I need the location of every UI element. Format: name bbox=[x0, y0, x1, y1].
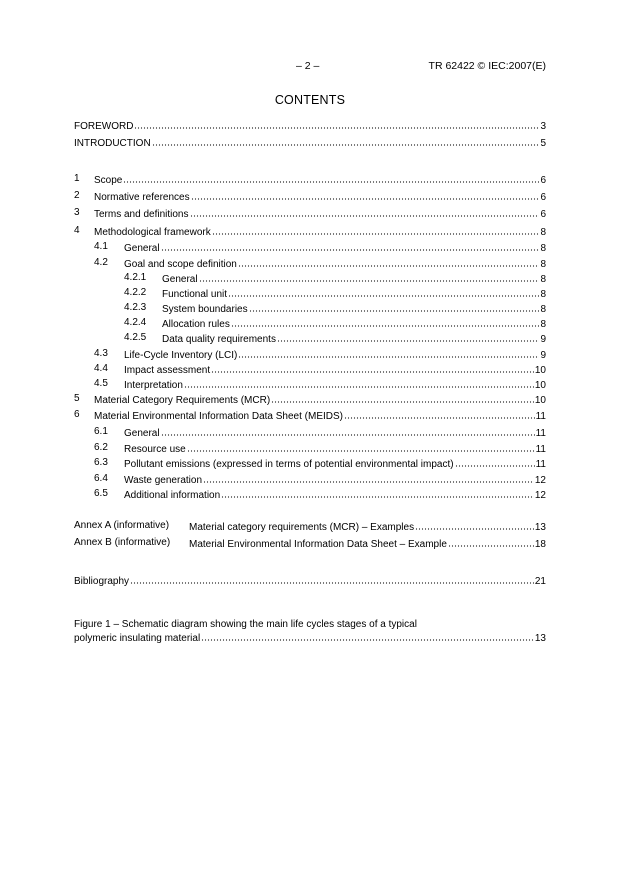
leader-dots bbox=[249, 301, 540, 312]
toc-entry-title: Terms and definitions bbox=[94, 209, 189, 220]
leader-dots bbox=[201, 630, 534, 641]
toc-entry-s3[interactable] bbox=[74, 206, 546, 220]
toc-entry-title: Material Category Requirements (MCR) bbox=[94, 395, 271, 406]
toc-entry-title: Goal and scope definition bbox=[124, 259, 237, 270]
toc-entry-page: 9 bbox=[540, 334, 546, 345]
toc-entry-title: Bibliography bbox=[74, 576, 130, 587]
leader-dots bbox=[448, 536, 534, 547]
toc-entry-page: 11 bbox=[535, 428, 546, 439]
leader-dots bbox=[130, 573, 534, 584]
leader-dots bbox=[211, 362, 534, 373]
toc-entry-number: 4.5 bbox=[94, 378, 108, 389]
toc-entry-title: Scope bbox=[94, 175, 123, 186]
leader-dots bbox=[123, 172, 539, 183]
toc-entry-s4-2-3[interactable] bbox=[74, 301, 546, 315]
toc-entry-introduction[interactable] bbox=[74, 135, 546, 149]
toc-entry-bibliography[interactable] bbox=[74, 573, 546, 587]
toc-entry-annex-b[interactable] bbox=[74, 536, 546, 550]
toc-entry-title: System boundaries bbox=[162, 304, 248, 315]
toc-entry-page: 6 bbox=[540, 175, 546, 186]
leader-dots bbox=[134, 118, 539, 129]
toc-entry-number: 1 bbox=[74, 173, 80, 184]
toc-entry-number: 4.2.5 bbox=[124, 332, 147, 343]
toc-entry-number: 6.3 bbox=[94, 457, 108, 468]
toc-entry-s6-1[interactable] bbox=[74, 425, 546, 439]
leader-dots bbox=[161, 240, 540, 251]
toc-entry-page: 8 bbox=[540, 227, 546, 238]
toc-entry-number: 5 bbox=[74, 393, 80, 404]
toc-entry-s6[interactable] bbox=[74, 408, 546, 422]
leader-dots bbox=[277, 331, 539, 342]
leader-dots bbox=[231, 316, 540, 327]
leader-dots bbox=[221, 487, 534, 498]
toc-entry-number: 6.4 bbox=[94, 473, 108, 484]
toc-entry-title: Pollutant emissions (expressed in terms of potential environmental impact) bbox=[124, 459, 454, 470]
toc-entry-title: Life-Cycle Inventory (LCI) bbox=[124, 350, 238, 361]
toc-entry-number: 6.5 bbox=[94, 488, 108, 499]
toc-entry-page: 11 bbox=[535, 444, 546, 455]
toc-entry-s6-4[interactable] bbox=[74, 472, 546, 486]
toc-entry-s4-2-4[interactable] bbox=[74, 316, 546, 330]
toc-entry-page: 3 bbox=[540, 121, 546, 132]
toc-entry-number: 4.3 bbox=[94, 348, 108, 359]
toc-entry-page: 21 bbox=[534, 576, 546, 587]
page-title: CONTENTS bbox=[274, 93, 346, 107]
leader-dots bbox=[190, 206, 540, 217]
toc-entry-title: Impact assessment bbox=[124, 365, 211, 376]
toc-entry-number: 6.1 bbox=[94, 426, 108, 437]
toc-entry-number: 4.2.3 bbox=[124, 302, 147, 313]
toc-entry-title: Material Environmental Information Data Sheet (MEIDS) bbox=[94, 411, 343, 422]
toc-entry-page: 12 bbox=[534, 475, 546, 486]
toc-entry-title: Methodological framework bbox=[94, 227, 211, 238]
figure-entry-line1[interactable]: Figure 1 – Schematic diagram showing the main life cycles stages of a typical bbox=[74, 619, 417, 630]
toc-entry-title: INTRODUCTION bbox=[74, 138, 151, 149]
toc-entry-page: 11 bbox=[535, 459, 546, 470]
toc-entry-number: 4.2.2 bbox=[124, 287, 147, 298]
toc-entry-page: 12 bbox=[534, 490, 546, 501]
toc-entry-number: 4.1 bbox=[94, 241, 108, 252]
toc-entry-page: 5 bbox=[540, 138, 546, 149]
leader-dots bbox=[152, 135, 540, 146]
document-reference: TR 62422 © IEC:2007(E) bbox=[428, 60, 546, 72]
leader-dots bbox=[212, 224, 540, 235]
figure-entry-line2[interactable] bbox=[74, 630, 546, 644]
toc-entry-title: Functional unit bbox=[162, 289, 228, 300]
toc-entry-number: 2 bbox=[74, 190, 80, 201]
toc-entry-title: General bbox=[124, 428, 160, 439]
leader-dots bbox=[199, 271, 540, 282]
toc-entry-page: 8 bbox=[540, 274, 546, 285]
toc-entry-page: 8 bbox=[540, 289, 546, 300]
toc-entry-title: Additional information bbox=[124, 490, 221, 501]
leader-dots bbox=[271, 392, 534, 403]
toc-entry-s4-4[interactable] bbox=[74, 362, 546, 376]
leader-dots bbox=[228, 286, 539, 297]
toc-entry-page: 8 bbox=[540, 259, 546, 270]
page-number: – 2 – bbox=[296, 60, 320, 72]
toc-entry-title: Resource use bbox=[124, 444, 186, 455]
leader-dots bbox=[238, 347, 539, 358]
toc-entry-page: 10 bbox=[534, 380, 546, 391]
toc-entry-s4-5[interactable] bbox=[74, 377, 546, 391]
toc-entry-number: 4 bbox=[74, 225, 80, 236]
toc-entry-s4-1[interactable] bbox=[74, 240, 546, 254]
toc-entry-number: 6.2 bbox=[94, 442, 108, 453]
leader-dots bbox=[184, 377, 534, 388]
toc-entry-s4-2-5[interactable] bbox=[74, 331, 546, 345]
toc-entry-s6-3[interactable] bbox=[74, 456, 546, 470]
toc-entry-s4-2[interactable] bbox=[74, 256, 546, 270]
leader-dots bbox=[238, 256, 540, 267]
toc-entry-page: 6 bbox=[540, 209, 546, 220]
toc-entry-s4-2-1[interactable] bbox=[74, 271, 546, 285]
leader-dots bbox=[161, 425, 535, 436]
toc-entry-number: 4.2.1 bbox=[124, 272, 147, 283]
toc-entry-s4-3[interactable] bbox=[74, 347, 546, 361]
toc-entry-number: 4.4 bbox=[94, 363, 108, 374]
toc-entry-page: 8 bbox=[540, 304, 546, 315]
toc-entry-number: 3 bbox=[74, 207, 80, 218]
toc-entry-page: 8 bbox=[540, 243, 546, 254]
toc-entry-title: General bbox=[124, 243, 160, 254]
toc-entry-number: Annex B (informative) bbox=[74, 537, 171, 548]
toc-entry-page: 18 bbox=[534, 539, 546, 550]
figure-entry-text: polymeric insulating material bbox=[74, 633, 201, 644]
toc-entry-number: 4.2 bbox=[94, 257, 108, 268]
toc-entry-number: 4.2.4 bbox=[124, 317, 147, 328]
toc-entry-title: Normative references bbox=[94, 192, 190, 203]
toc-entry-s6-2[interactable] bbox=[74, 441, 546, 455]
toc-entry-number: 6 bbox=[74, 409, 80, 420]
toc-entry-page: 10 bbox=[534, 395, 546, 406]
leader-dots bbox=[203, 472, 534, 483]
toc-entry-page: 8 bbox=[540, 319, 546, 330]
toc-entry-title: Interpretation bbox=[124, 380, 183, 391]
toc-entry-title: Material Environmental Information Data Sheet – Example bbox=[189, 539, 447, 550]
toc-entry-page: 6 bbox=[540, 192, 546, 203]
leader-dots bbox=[187, 441, 535, 452]
toc-entry-s1[interactable] bbox=[74, 172, 546, 186]
leader-dots bbox=[191, 189, 540, 200]
toc-entry-page: 9 bbox=[540, 350, 546, 361]
leader-dots bbox=[415, 519, 534, 530]
toc-entry-s6-5[interactable] bbox=[74, 487, 546, 501]
toc-entry-title: Allocation rules bbox=[162, 319, 230, 330]
toc-entry-title: FOREWORD bbox=[74, 121, 134, 132]
toc-entry-page: 13 bbox=[534, 522, 546, 533]
toc-entry-title: Waste generation bbox=[124, 475, 203, 486]
toc-entry-title: Material category requirements (MCR) – Examples bbox=[189, 522, 415, 533]
toc-entry-number: Annex A (informative) bbox=[74, 520, 170, 531]
toc-entry-foreword[interactable] bbox=[74, 118, 546, 132]
toc-entry-page: 10 bbox=[534, 365, 546, 376]
toc-entry-s5[interactable] bbox=[74, 392, 546, 406]
toc-entry-annex-a[interactable] bbox=[74, 519, 546, 533]
figure-entry-page: 13 bbox=[534, 633, 546, 644]
leader-dots bbox=[455, 456, 535, 467]
toc-entry-s4[interactable] bbox=[74, 224, 546, 238]
leader-dots bbox=[344, 408, 535, 419]
toc-entry-title: General bbox=[162, 274, 198, 285]
toc-entry-s4-2-2[interactable] bbox=[74, 286, 546, 300]
toc-entry-s2[interactable] bbox=[74, 189, 546, 203]
toc-entry-title: Data quality requirements bbox=[162, 334, 276, 345]
toc-entry-page: 11 bbox=[535, 411, 546, 422]
